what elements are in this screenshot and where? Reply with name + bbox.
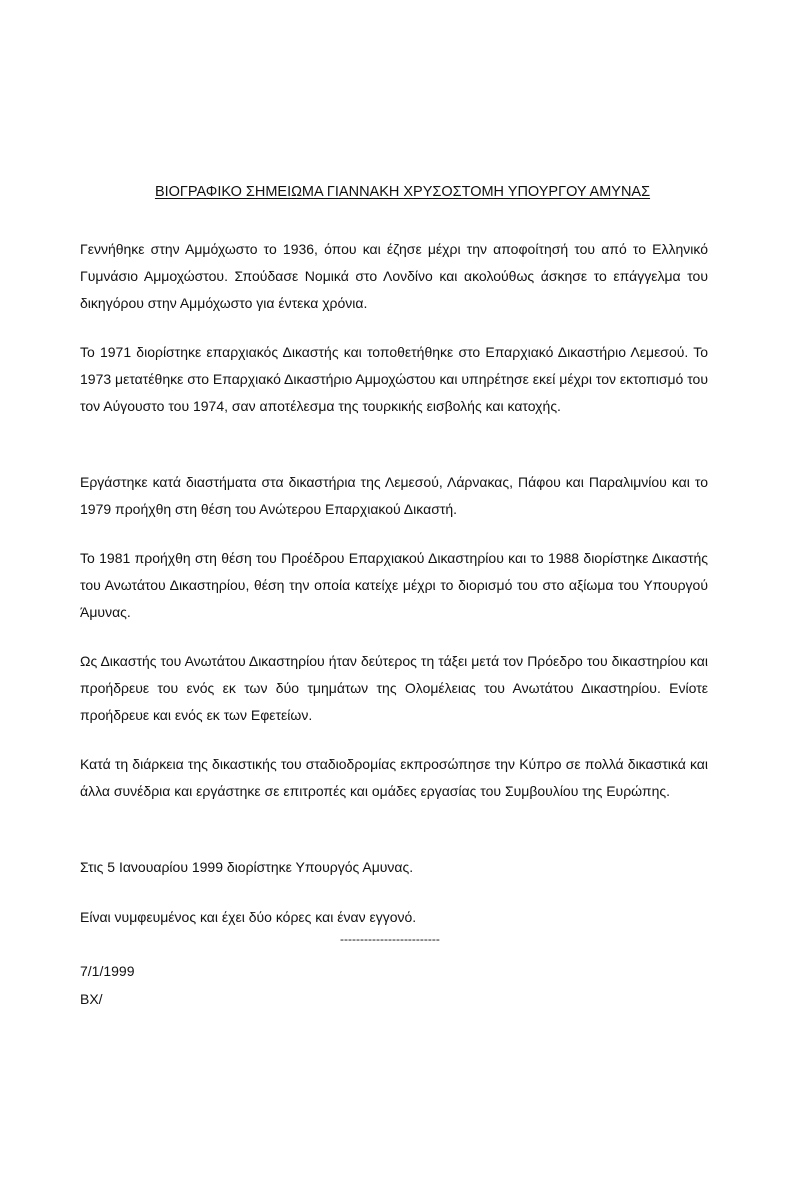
author-initials: ΒΧ/ [80,991,103,1007]
paragraph-family: Είναι νυμφευμένος και έχει δύο κόρες και έναν εγγονό. [80,909,417,925]
document-date: 7/1/1999 [80,963,135,979]
paragraph-judge-appointment: Το 1971 διορίστηκε επαρχιακός Δικαστής και τοποθετήθηκε στο Επαρχιακό Δικαστήριο Λεμεσού. Το 1973 μετατέθηκε στο Επαρχιακό Δικαστήριο Αμμοχώστου και υπηρέτησε εκεί μέχρι τον εκτοπισμό του τον Αύγουστο του 1974, σαν αποτέλεσμα της τουρκικής εισβολής και κατοχής. [80,344,708,414]
divider-line: ------------------------- [340,932,440,946]
document-title: ΒΙΟΓΡΑΦΙΚΟ ΣΗΜΕΙΩΜΑ ΓΙΑΝΝΑΚΗ ΧΡΥΣΟΣΤΟΜΗ ΥΠΟΥΡΓΟΥ ΑΜΥΝΑΣ [154,184,651,200]
paragraph-birth-education: Γεννήθηκε στην Αμμόχωστο το 1936, όπου και έζησε μέχρι την αποφοίτησή του από το Ελληνικό Γυμνάσιο Αμμοχώστου. Σπούδασε Νομικά στο Λονδίνο και ακολούθως άσκησε το επάγγελμα του δικηγόρου στην Αμμόχωστο για έντεκα χρόνια. [80,241,708,311]
paragraph-courts-promotion: Εργάστηκε κατά διαστήματα στα δικαστήρια της Λεμεσού, Λάρνακας, Πάφου και Παραλιμνίου και το 1979 προήχθη στη θέση του Ανώτερου Επαρχιακού Δικαστή. [80,474,708,517]
paragraph-minister-appointment: Στις 5 Ιανουαρίου 1999 διορίστηκε Υπουργός Αμυνας. [80,859,414,875]
paragraph-supreme-court-role: Ως Δικαστής του Ανωτάτου Δικαστηρίου ήταν δεύτερος τη τάξει μετά τον Πρόεδρο του δικαστηρίου και προήδρευε του ενός εκ των δύο τμημάτων της Ολομέλειας του Ανωτάτου Δικαστηρίου. Ενίοτε προήδρευε και ενός εκ των Εφετείων. [80,653,708,723]
paragraph-international: Κατά τη διάρκεια της δικαστικής του σταδιοδρομίας εκπροσώπησε την Κύπρο σε πολλά δικαστικά και άλλα συνέδρια και εργάστηκε σε επιτροπές και ομάδες εργασίας του Συμβουλίου της Ευρώπης. [80,756,708,799]
paragraph-supreme-court: Το 1981 προήχθη στη θέση του Προέδρου Επαρχιακού Δικαστηρίου και το 1988 διορίστηκε Δικαστής του Ανωτάτου Δικαστηρίου, θέση την οποία κατείχε μέχρι το διορισμό του στο αξίωμα του Υπουργού Άμυνας. [80,550,708,620]
